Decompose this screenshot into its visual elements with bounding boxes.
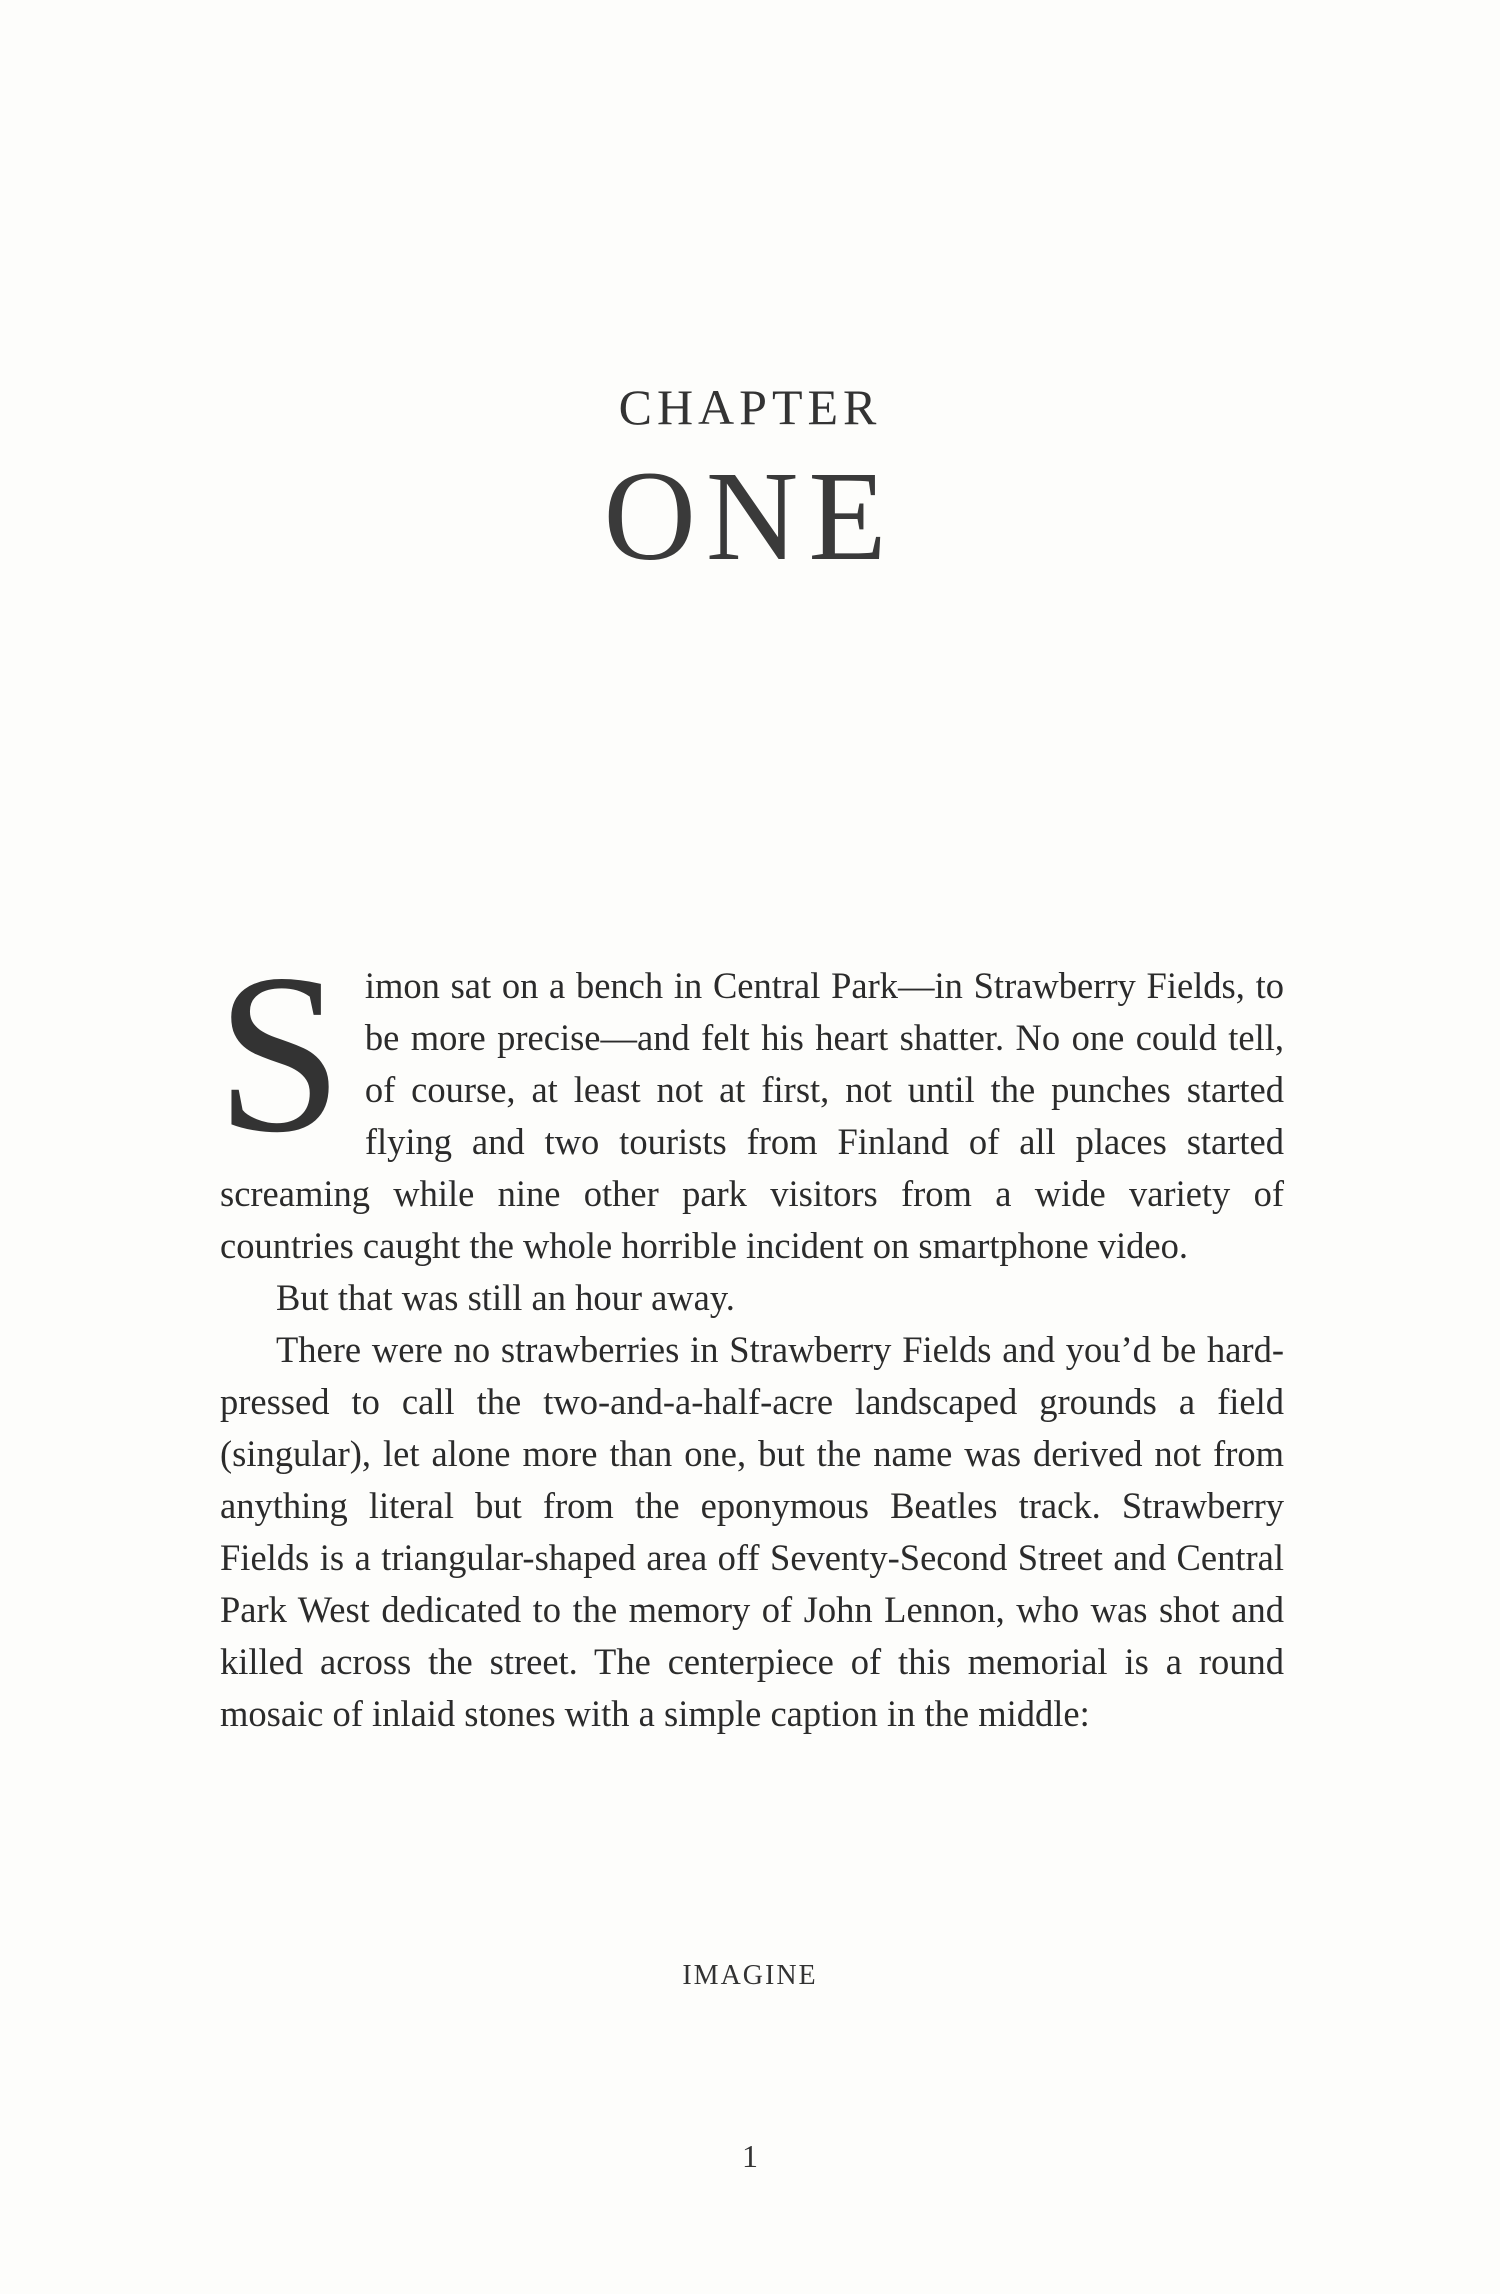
chapter-body <box>216 928 1284 1740</box>
imagine-caption: IMAGINE <box>682 1960 818 1991</box>
chapter-number: ONE <box>603 445 897 587</box>
first-paragraph-text: imon sat on a bench in Central Park—in Strawberry Fields, to be more precise—and felt his heart shatter. No one could tell, of course, at least not at first, not until the punches started flying and two tourists from Finland of all places started screaming while nine other park visitors from a wide variety of countries caught the whole horrible incident on smartphone video. <box>220 965 1284 1266</box>
page-number: 1 <box>742 2138 758 2174</box>
drop-cap: S <box>216 928 343 1180</box>
third-paragraph: There were no strawberries in Strawberry Fields and you’d be hard-pressed to call the two-and-a-half-acre landscaped grounds a field (singular), let alone more than one, but the name was derived not from anything literal but from the eponymous Beatles track. Strawberry Fields is a triangular-shaped area off Seventy-Second Street and Central Park West dedicated to the memory of John Lennon, who was shot and killed across the street. The centerpiece of this memorial is a round mosaic of inlaid stones with a simple caption in the middle: <box>220 1329 1284 1734</box>
second-paragraph: But that was still an hour away. <box>276 1277 735 1318</box>
first-paragraph <box>216 928 1284 1272</box>
chapter-label: CHAPTER <box>618 379 882 435</box>
